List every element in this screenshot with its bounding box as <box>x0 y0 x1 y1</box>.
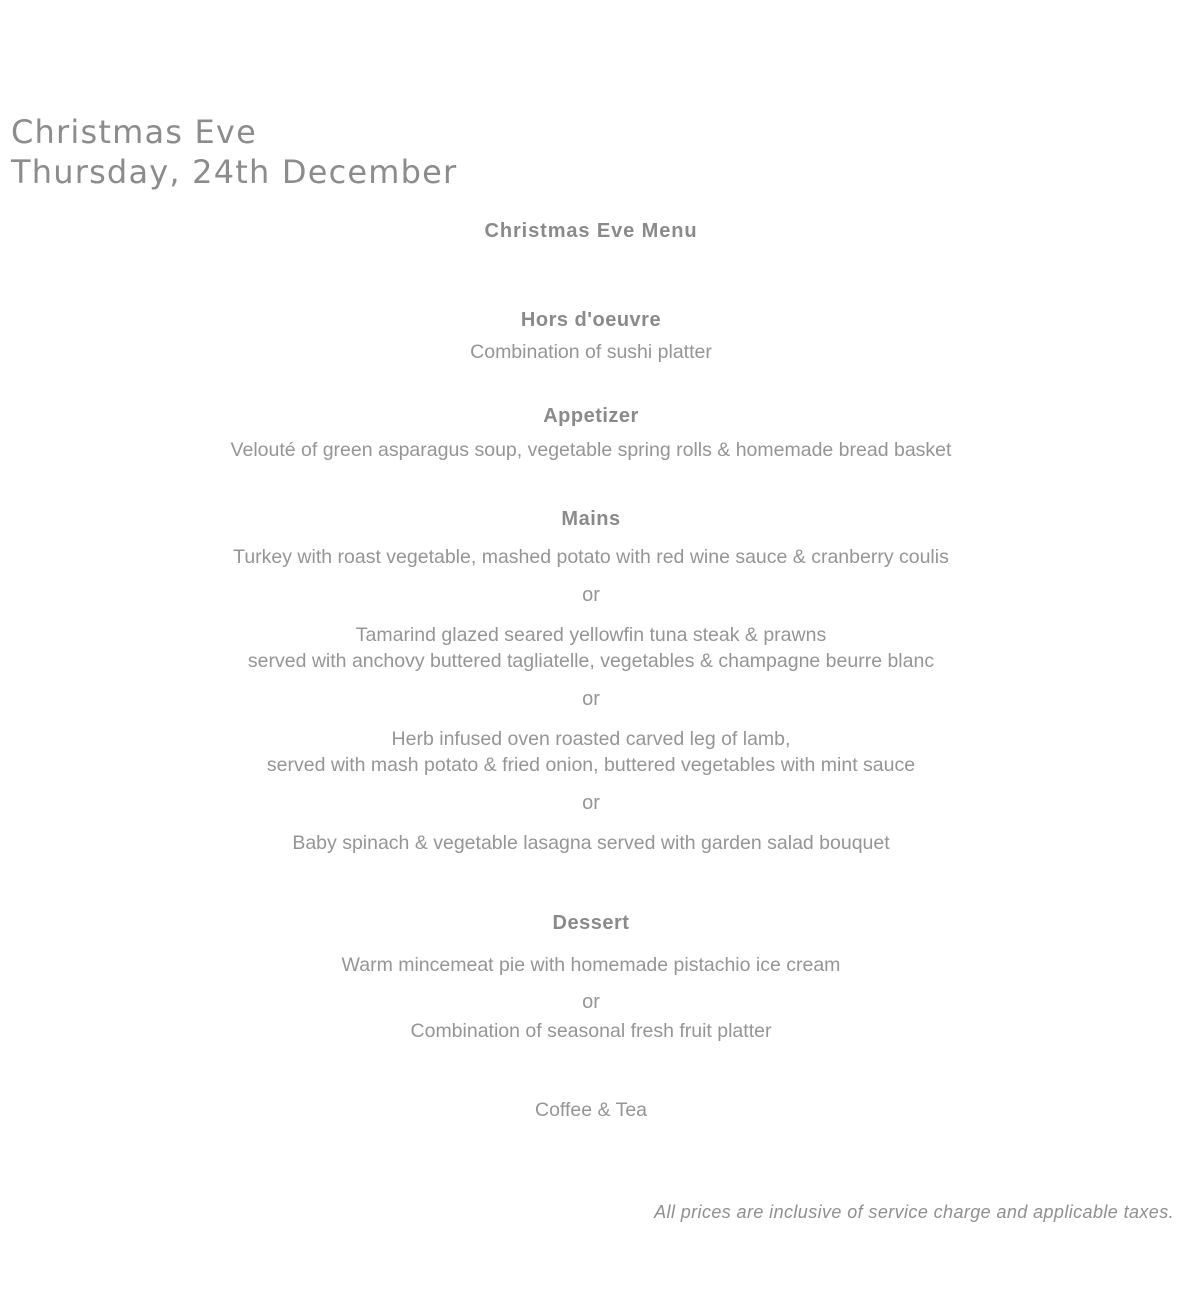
page-heading <box>11 112 457 192</box>
dish-mains-lamb <box>0 726 1182 778</box>
dish-mains-turkey: Turkey with roast vegetable, mashed potato with red wine sauce & cranberry coulis <box>233 546 949 568</box>
dish-line: Herb infused oven roasted carved leg of lamb, <box>391 728 791 750</box>
separator-or: or <box>582 688 600 710</box>
dish-hors-doeuvre: Combination of sushi platter <box>470 341 712 363</box>
menu-title: Christmas Eve Menu <box>484 220 698 242</box>
event-title: Christmas Eve <box>11 113 257 151</box>
dish-mains-lasagna: Baby spinach & vegetable lasagna served with garden salad bouquet <box>292 832 890 854</box>
dish-line: served with anchovy buttered tagliatelle, vegetables & champagne beurre blanc <box>247 650 935 672</box>
dish-line: Tamarind glazed seared yellowfin tuna steak & prawns <box>355 624 827 646</box>
price-footnote: All prices are inclusive of service charge and applicable taxes. <box>654 1202 1174 1222</box>
section-heading-appetizer: Appetizer <box>543 405 639 427</box>
beverage: Coffee & Tea <box>534 1099 648 1121</box>
section-heading-mains: Mains <box>561 508 621 530</box>
event-date: Thursday, 24th December <box>11 153 458 191</box>
section-heading-dessert: Dessert <box>552 912 630 934</box>
dish-mains-tuna <box>0 622 1182 674</box>
separator-or: or <box>582 991 600 1013</box>
dish-dessert-fruit: Combination of seasonal fresh fruit platter <box>410 1020 772 1042</box>
separator-or: or <box>582 792 600 814</box>
dish-line: served with mash potato & fried onion, buttered vegetables with mint sauce <box>266 754 916 776</box>
separator-or: or <box>582 584 600 606</box>
dish-dessert-pie: Warm mincemeat pie with homemade pistachio ice cream <box>341 954 841 976</box>
section-heading-hors-doeuvre: Hors d'oeuvre <box>520 309 662 331</box>
dish-appetizer: Velouté of green asparagus soup, vegetable spring rolls & homemade bread basket <box>230 439 952 461</box>
